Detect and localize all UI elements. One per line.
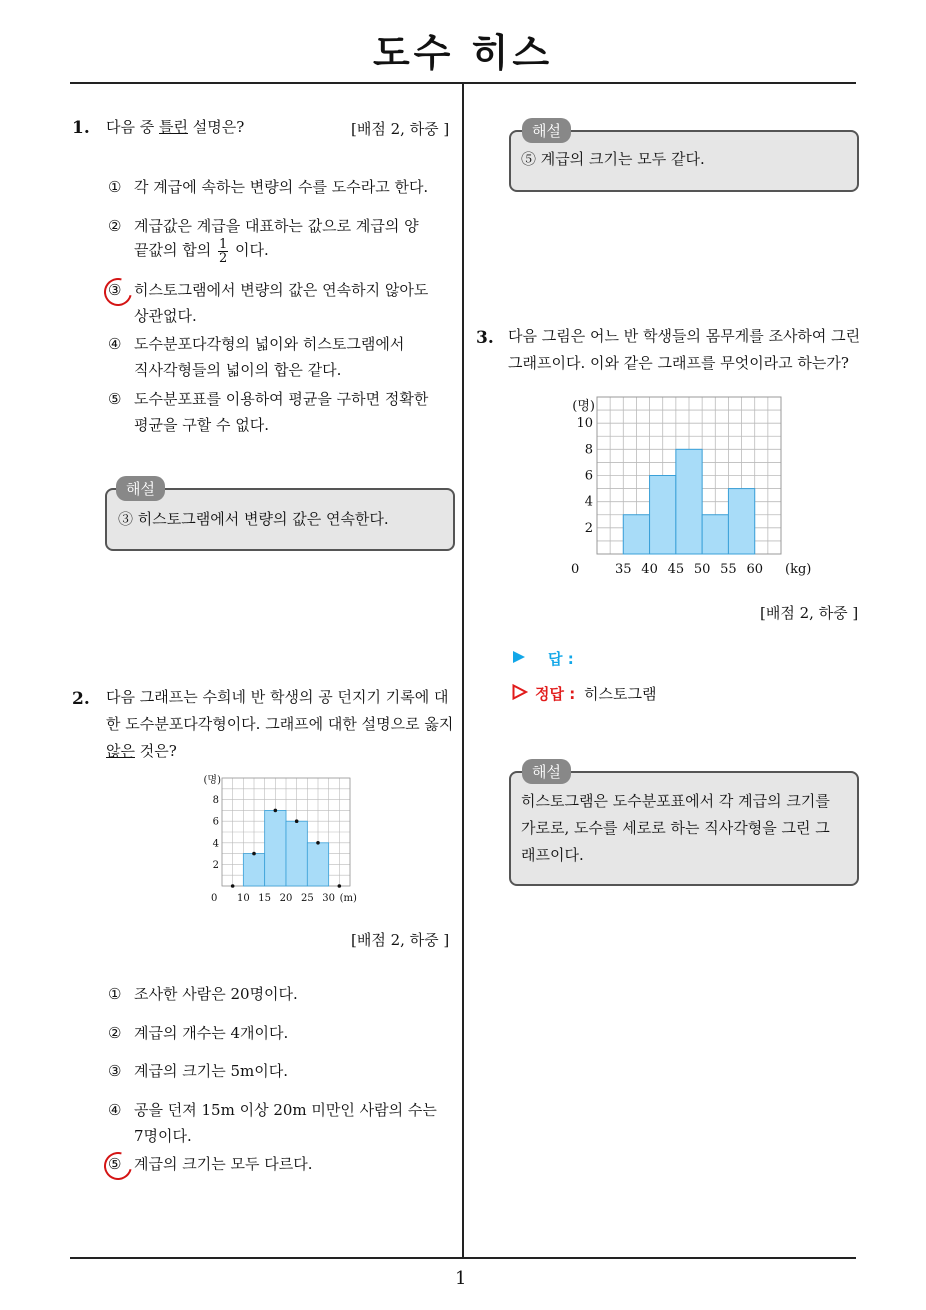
polygon-point bbox=[316, 841, 320, 845]
histogram-bar bbox=[286, 821, 307, 886]
q1-meta: [배점 2, 하중 ] bbox=[351, 120, 450, 138]
x-tick-label: 35 bbox=[615, 562, 632, 577]
correct-arrow-icon bbox=[512, 684, 528, 704]
q3-explanation-tag: 해설 bbox=[522, 759, 571, 784]
fraction-one-half: $\frac{1}{2}$ bbox=[219, 236, 228, 266]
q2-meta: [배점 2, 하중 ] bbox=[351, 931, 450, 949]
q1-option-3[interactable]: ③ 히스토그램에서 변량의 값은 연속하지 않아도 상관없다. bbox=[108, 281, 429, 325]
q2-frequency-polygon-chart bbox=[195, 773, 370, 903]
y-tick-label: 8 bbox=[584, 442, 593, 458]
x-tick-label: 55 bbox=[720, 562, 737, 577]
footer-rule bbox=[70, 1257, 856, 1259]
histogram-bar bbox=[265, 810, 286, 886]
q3-answer-label: 답 : bbox=[548, 650, 574, 668]
histogram-bar bbox=[623, 515, 649, 554]
q1-text-pre: 다음 중 bbox=[106, 118, 160, 136]
q1-explanation-text: ③ 히스토그램에서 변량의 값은 연속한다. bbox=[118, 510, 389, 528]
q2-number: 2. bbox=[72, 689, 90, 709]
x-tick-label: 30 bbox=[322, 893, 336, 904]
y-tick-label: 4 bbox=[212, 838, 219, 850]
polygon-point bbox=[295, 819, 299, 823]
q1-number: 1. bbox=[72, 118, 90, 138]
q3-meta: [배점 2, 하중 ] bbox=[760, 604, 859, 622]
polygon-point bbox=[274, 809, 278, 813]
histogram-bar bbox=[243, 854, 264, 886]
histogram-bar bbox=[702, 515, 728, 554]
x-tick-label: 40 bbox=[641, 562, 658, 577]
histogram-bar bbox=[650, 476, 676, 555]
q1-question bbox=[106, 114, 244, 141]
q3-correct-value: 히스토그램 bbox=[584, 685, 657, 703]
y-tick-label: 2 bbox=[212, 859, 219, 871]
y-tick-label: 4 bbox=[584, 494, 593, 510]
q3-correct-label: 정답 : bbox=[535, 685, 576, 703]
q1-side-explanation-text: ⑤ 계급의 크기는 모두 같다. bbox=[521, 150, 705, 168]
histogram-bar bbox=[728, 489, 754, 554]
y-axis-label: (명) bbox=[572, 399, 595, 415]
q2-option-2[interactable]: ② 계급의 개수는 4개이다. bbox=[108, 1024, 289, 1042]
q3-number: 3. bbox=[476, 328, 494, 348]
x-tick-label: 15 bbox=[258, 893, 272, 904]
histogram-bar bbox=[676, 449, 702, 554]
q2-option-3[interactable]: ③ 계급의 크기는 5m이다. bbox=[108, 1062, 288, 1080]
q2-option-4[interactable]: ④ 공을 던져 15m 이상 20m 미만인 사람의 수는 7명이다. bbox=[108, 1101, 437, 1145]
q2-option-5[interactable]: ⑤ 계급의 크기는 모두 다르다. bbox=[108, 1155, 313, 1173]
q1-option-1[interactable]: ① 각 계급에 속하는 변량의 수를 도수라고 한다. bbox=[108, 178, 429, 196]
q3-histogram-chart bbox=[565, 393, 812, 579]
histogram-bar bbox=[307, 843, 328, 886]
x-tick-label: 45 bbox=[667, 562, 685, 577]
polygon-point bbox=[252, 852, 256, 856]
polygon-point bbox=[231, 884, 235, 888]
answer-arrow-icon bbox=[512, 649, 526, 668]
x-axis-label: (m) bbox=[339, 893, 357, 904]
page-number: 1 bbox=[455, 1268, 467, 1289]
x-tick-label: 25 bbox=[300, 893, 314, 904]
y-tick-label: 6 bbox=[584, 468, 593, 484]
q1-explanation-tag: 해설 bbox=[116, 476, 165, 501]
q1-text-underline: 틀린 bbox=[159, 118, 188, 136]
q1-option-4[interactable]: ④ 도수분포다각형의 넓이와 히스토그램에서 직사각형들의 넓이의 합은 같다. bbox=[108, 335, 405, 379]
x-tick-label: 10 bbox=[236, 893, 250, 904]
y-tick-label: 8 bbox=[212, 795, 219, 807]
x-axis-label: (kg) bbox=[785, 562, 812, 577]
y-tick-label: 10 bbox=[576, 416, 593, 432]
y-axis-label: (명) bbox=[203, 775, 221, 786]
x-tick-label: 20 bbox=[279, 893, 293, 904]
x-tick-label: 50 bbox=[693, 562, 711, 577]
q3-question: 다음 그림은 어느 반 학생들의 몸무게를 조사하여 그린 그래프이다. 이와 같은 그래프를 무엇이라고 하는가? bbox=[508, 327, 861, 372]
q2-option-1[interactable]: ① 조사한 사람은 20명이다. bbox=[108, 985, 298, 1003]
q1-option-2[interactable]: ② 계급값은 계급을 대표하는 값으로 계급의 양 끝값의 합의 $\frac{1}{2}$ 이다. bbox=[108, 217, 419, 266]
q3-explanation-text: 히스토그램은 도수분포표에서 각 계급의 크기를 가로로, 도수를 세로로 하는 직사각형을 그린 그 래프이다. bbox=[521, 792, 830, 864]
polygon-point bbox=[338, 884, 342, 888]
x-tick-label: 60 bbox=[746, 562, 763, 577]
y-tick-label: 2 bbox=[584, 520, 593, 536]
q1-option-5[interactable]: ⑤ 도수분포표를 이용하여 평균을 구하면 정확한 평균을 구할 수 없다. bbox=[108, 390, 429, 434]
q2-question: 다음 그래프는 수희네 반 학생의 공 던지기 기록에 대 한 도수분포다각형이다. 그래프에 대한 설명으로 옳지 않은 것은? bbox=[106, 688, 454, 760]
q1-text-post: 설명은? bbox=[188, 118, 245, 136]
y-tick-label: 6 bbox=[212, 816, 219, 828]
x-tick-label: 0 bbox=[571, 562, 580, 577]
x-tick-label: 0 bbox=[211, 893, 218, 904]
column-divider bbox=[462, 83, 464, 1258]
page-title: 도수 히스 bbox=[372, 31, 554, 75]
q1-side-explanation-tag: 해설 bbox=[522, 118, 571, 143]
